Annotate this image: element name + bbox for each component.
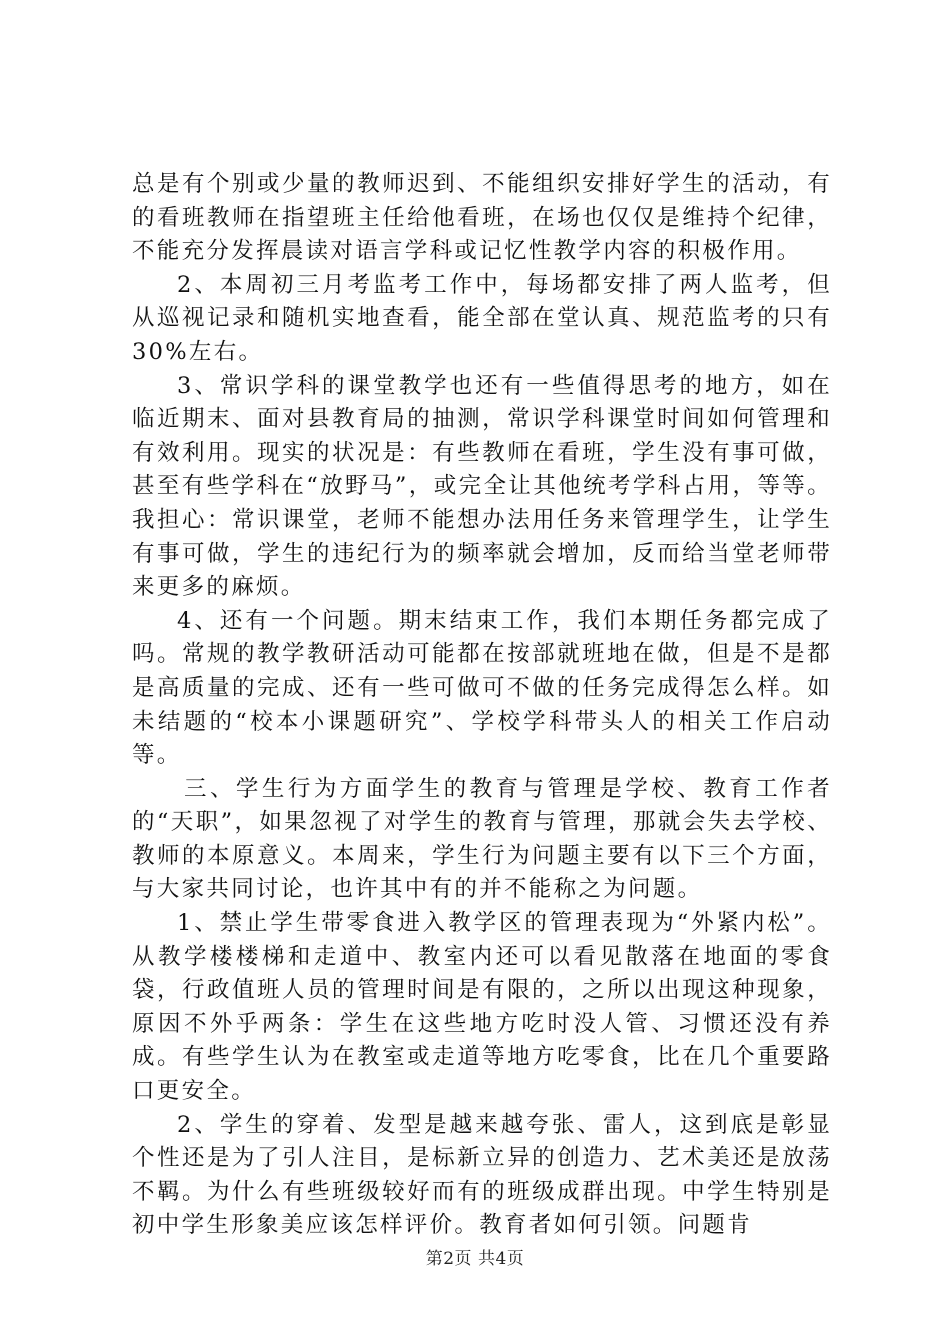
paragraph-item-3: 3、常识学科的课堂教学也还有一些值得思考的地方，如在临近期末、面对县教育局的抽测，常识学科课堂时间如何管理和有效利用。现实的状况是：有些教师在看班，学生没有事可做，甚至有些学科在“放野马”，或完全让其他统考学科占用，等等。我担心：常识课堂，老师不能想办法用任务来管理学生，让学生有事可做，学生的违纪行为的频率就会增加，反而给当堂老师带来更多的麻烦。 xyxy=(132,372,832,601)
paragraph-item-2: 2、本周初三月考监考工作中，每场都安排了两人监考，但从巡视记录和随机实地查看，能全部在堂认真、规范监考的只有30%左右。 xyxy=(132,271,832,365)
paragraph-section-three: 三、学生行为方面学生的教育与管理是学校、教育工作者的“天职”，如果忽视了对学生的教育与管理，那就会失去学校、教师的本原意义。本周来，学生行为问题主要有以下三个方面，与大家共同讨论，也许其中有的并不能称之为问题。 xyxy=(132,775,832,903)
page-footer: 第2页 共4页 xyxy=(425,1249,525,1269)
paragraph-item-4: 4、还有一个问题。期末结束工作，我们本期任务都完成了吗。常规的教学教研活动可能都在按部就班地在做，但是不是都是高质量的完成、还有一些可做可不做的任务完成得怎么样。如未结题的“校本小课题研究”、学校学科带头人的相关工作启动等。 xyxy=(132,607,832,769)
paragraph-continuation: 总是有个别或少量的教师迟到、不能组织安排好学生的活动，有的看班教师在指望班主任给他看班，在场也仅仅是维持个纪律，不能充分发挥晨读对语言学科或记忆性教学内容的积极作用。 xyxy=(132,171,832,265)
paragraph-student-item-2: 2、学生的穿着、发型是越来越夸张、雷人，这到底是彰显个性还是为了引人注目，是标新立异的创造力、艺术美还是放荡不羁。为什么有些班级较好而有的班级成群出现。中学生特别是初中学生形象美应该怎样评价。教育者如何引领。问题肯 xyxy=(132,1111,832,1239)
document-body xyxy=(132,168,832,1243)
paragraph-student-item-1: 1、禁止学生带零食进入教学区的管理表现为“外紧内松”。从教学楼楼梯和走道中、教室内还可以看见散落在地面的零食袋，行政值班人员的管理时间是有限的，之所以出现这种现象，原因不外乎两条：学生在这些地方吃时没人管、习惯还没有养成。有些学生认为在教室或走道等地方吃零食，比在几个重要路口更安全。 xyxy=(132,910,832,1105)
